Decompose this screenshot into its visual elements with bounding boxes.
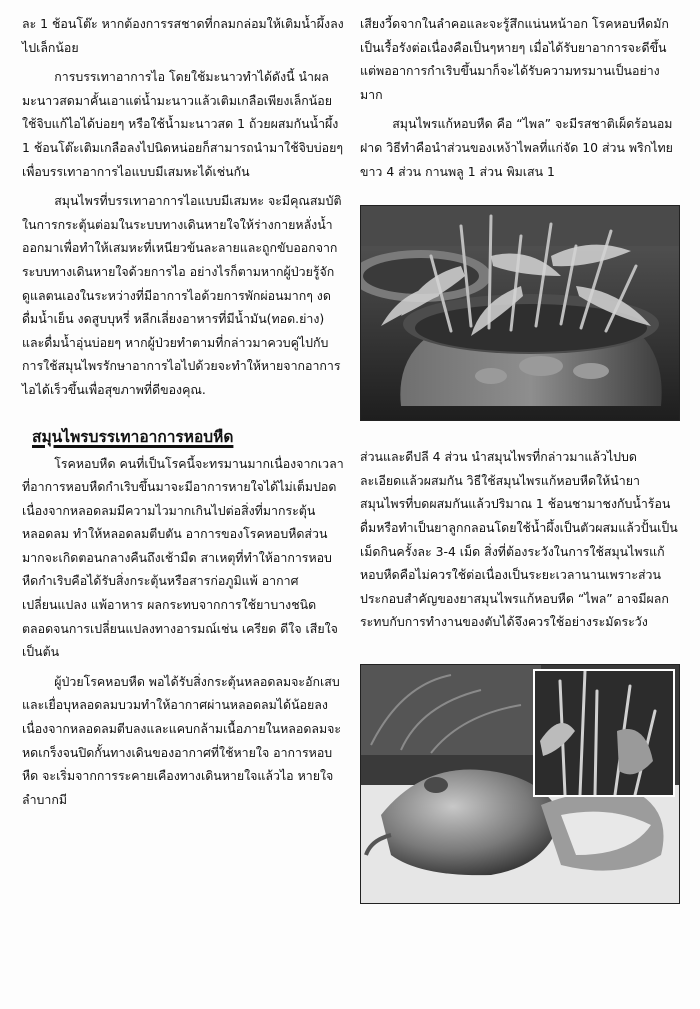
left-paragraph-1: ละ 1 ช้อนโต๊ะ หากต้องการรสชาดที่กลมกล่อมให้เติมน้ำผึ้งลงไปเล็กน้อย bbox=[22, 16, 344, 55]
rhizome-photo bbox=[360, 664, 680, 904]
potted-plant-illustration bbox=[361, 206, 679, 420]
right-paragraph-2: สมุนไพรแก้หอบหืด คือ “ไพล” จะมีรสชาติเผ็ดร้อนอมฝาด วิธีทำคือนำส่วนของเหง้าไพลที่แก่จัด 10 ส่วน พริกไทยขาว 4 ส่วน กานพลู 1 ส่วน พิมเสน 1 bbox=[360, 116, 673, 179]
potted-plant-photo bbox=[360, 205, 680, 421]
left-paragraph-3: สมุนไพรที่บรรเทาอาการไอแบบมีเสมหะ จะมีคุณสมบัติในการกระตุ้นต่อมในระบบทางเดินหายใจให้ร่างกายหลั่งน้ำออกมาเพื่อทำให้เสมหะที่เหนียวข้นละลายและถูกขับออกจากระบบทางเดินหายใจด้วยการไอ อย่างไรก็ตามหากผู้ป่วยรู้จักดูแลตนเองในระหว่างที่มีอาการไอด้วยการพักผ่อนมากๆ งดดื่มน้ำเย็น งดสูบบุหรี่ หลีกเลี่ยงอาหารที่มีน้ำมัน(ทอด.ย่าง) และดื่มน้ำอุ่นบ่อยๆ หากผู้ป่วยทำตามที่กล่าวมาควบคู่ไปกับการใช้สมุนไพรรักษาอาการไอไปด้วยจะทำให้หายจากอาการไอได้เร็วขึ้นเพื่อสุขภาพที่ดีของคุณ. bbox=[22, 193, 342, 397]
section-heading: สมุนไพรบรรเทาอาการหอบหืด bbox=[32, 427, 234, 446]
right-paragraph-3: ส่วนและดีปลี 4 ส่วน นำสมุนไพรที่กล่าวมาแล้วไปบดละเอียดแล้วผสมกัน วิธีใช้สมุนไพรแก้หอบหืดให้นำยาสมุนไพรที่บดผสมกันแล้วปริมาณ 1 ช้อนชามาชงกับน้ำร้อนดื่มหรือทำเป็นยาลูกกลอนโดยใช้น้ำผึ้งเป็นตัวผสมแล้วปั้นเป็นเม็ดกินครั้งละ 3-4 เม็ด สิ่งที่ต้องระวังในการใช้สมุนไพรแก้หอบหืดคือไม่ควรใช้ต่อเนื่องเป็นระยะเวลานานเพราะส่วนประกอบสำคัญของยาสมุนไพรแก้หอบหืด “ไพล” อาจมีผลกระทบกับการทำงานของตับได้จึงควรใช้อย่างระมัดระวัง bbox=[360, 449, 678, 630]
left-column bbox=[22, 12, 344, 811]
plant-inset-illustration bbox=[535, 671, 673, 795]
right-paragraph-1: เสียงวี้ดจากในลำคอและจะรู้สึกแน่นหน้าอก โรคหอบหืดมักเป็นเรื้อรังต่อเนื่องคือเป็นๆหายๆ เมื่อได้รับยาอาการจะดีขึ้นแต่พออาการกำเริบขึ้นมาก็จะได้รับความทรมานเป็นอย่างมาก bbox=[360, 16, 669, 102]
left-paragraph-5: ผู้ป่วยโรคหอบหืด พอได้รับสิ่งกระตุ้นหลอดลมจะอักเสบและเยื่อบุหลอดลมบวมทำให้อากาศผ่านหลอดลมได้น้อยลงเนื่องจากหลอดลมตีบลงและแคบกล้ามเนื้อภายในหลอดลมจะหดเกร็งจนปิดกั้นทางเดินของอากาศที่ใช้หายใจ อาการหอบหืด จะเริ่มจากการระคายเคืองทางเดินหายใจแล้วไอ หายใจลำบากมี bbox=[22, 673, 342, 807]
right-column bbox=[360, 12, 678, 904]
left-paragraph-2: การบรรเทาอาการไอ โดยใช้มะนาวทำได้ดังนี้ นำผลมะนาวสดมาคั้นเอาแต่น้ำมะนาวแล้วเติมเกลือเพียงเล็กน้อย ใช้จิบแก้ไอได้บ่อยๆ หรือใช้น้ำมะนาวสด 1 ถ้วยผสมกันน้ำผึ้ง 1 ช้อนโต๊ะเติมเกลือลงไปนิดหน่อยก็สามารถนำมาใช้จิบบ่อยๆ เพื่อบรรเทาอาการไอแบบมีเสมหะได้เช่นกัน bbox=[22, 69, 343, 179]
left-paragraph-4: โรคหอบหืด คนที่เป็นโรคนี้จะทรมานมากเนื่องจากเวลาที่อาการหอบหืดกำเริบขึ้นมาจะมีอาการหายใจได้ไม่เต็มปอด เนื่องจากหลอดลมมีความไวมากเกินไปต่อสิ่งที่มากระตุ้นหลอดลม ทำให้หลอดลมตีบตัน อาการของโรคหอบหืดส่วนมากจะเกิดตอนกลางคืนถึงเช้ามืด สาเหตุที่ทำให้อาการหอบหืดกำเริบคือได้รับสิ่งกระตุ้นหรือสารก่อภูมิแพ้ อากาศเปลี่ยนแปลง แพ้อาหาร ผลกระทบจากการใช้ยาบางชนิด ตลอดจนการเปลี่ยนแปลงทางอารมณ์เช่น เครียด ดีใจ เสียใจ เป็นต้น bbox=[22, 455, 344, 660]
plant-inset-photo bbox=[533, 669, 675, 797]
